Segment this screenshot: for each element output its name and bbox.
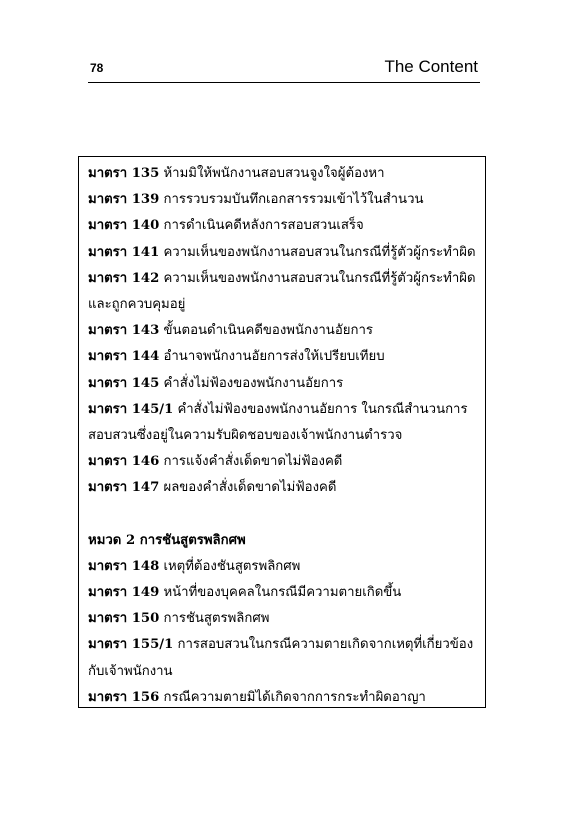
content-line (88, 371, 479, 397)
section-description: และถูกควบคุมอยู่ (88, 296, 186, 312)
content-line (88, 580, 479, 606)
section-label: มาตรา 155/1 (88, 637, 174, 653)
section-label: มาตรา 145/1 (88, 401, 174, 417)
section-description: การรวบรวมบันทึกเอกสารรวมเข้าไว้ในสำนวน (159, 192, 424, 208)
content-line (88, 659, 479, 685)
section-description: กับเจ้าพนักงาน (88, 663, 173, 679)
section-label: มาตรา 142 (88, 270, 160, 286)
section-description: การแจ้งคำสั่งเด็ดขาดไม่ฟ้องคดี (159, 454, 343, 470)
section-label: มาตรา 156 (88, 689, 160, 705)
section-label: มาตรา 147 (88, 480, 160, 496)
section-label: หมวด 2 การชันสูตรพลิกศพ (88, 532, 246, 548)
content-line (88, 213, 479, 239)
section-description: กรณีความตายมิได้เกิดจากการกระทำผิดอาญา (159, 689, 426, 705)
section-label: มาตรา 141 (88, 244, 160, 260)
section-description: เหตุที่ต้องชันสูตรพลิกศพ (159, 558, 301, 574)
content-line (88, 266, 479, 292)
section-description: คำสั่งไม่ฟ้องของพนักงานอัยการ ในกรณีสำนวนการ (173, 401, 468, 417)
content-line (88, 187, 479, 213)
content-line (88, 397, 479, 423)
page-number: 78 (90, 61, 104, 75)
content-line (88, 554, 479, 580)
content-line (88, 632, 479, 658)
content-line (88, 475, 479, 501)
section-label: มาตรา 139 (88, 192, 160, 208)
running-title: The Content (384, 57, 478, 76)
content-line (88, 528, 479, 554)
section-label: มาตรา 145 (88, 375, 160, 391)
section-label: มาตรา 143 (88, 323, 160, 339)
section-description: อำนาจพนักงานอัยการส่งให้เปรียบเทียบ (159, 349, 385, 365)
section-label: มาตรา 146 (88, 454, 160, 470)
section-label: มาตรา 144 (88, 349, 160, 365)
section-label: มาตรา 148 (88, 558, 160, 574)
content-box (78, 156, 486, 708)
content-line (88, 501, 479, 527)
section-label: มาตรา 149 (88, 585, 160, 600)
section-label: มาตรา 150 (88, 611, 160, 627)
content-line (88, 344, 479, 370)
content-line (88, 685, 479, 711)
section-description: ขั้นตอนดำเนินคดีของพนักงานอัยการ (159, 323, 373, 339)
section-description: สอบสวนซึ่งอยู่ในความรับผิดชอบของเจ้าพนักงานตำรวจ (88, 427, 403, 443)
content-line (88, 161, 479, 187)
content-line (88, 318, 479, 344)
section-description: ห้ามมิให้พนักงานสอบสวนจูงใจผู้ต้องหา (159, 166, 385, 181)
page-header (88, 56, 480, 83)
section-description: ความเห็นของพนักงานสอบสวนในกรณีที่รู้ตัวผู้กระทำผิด (159, 244, 476, 260)
content-line (88, 423, 479, 449)
content-line (88, 240, 479, 266)
section-description: ผลของคำสั่งเด็ดขาดไม่ฟ้องคดี (159, 480, 337, 496)
content-line (88, 606, 479, 632)
content-line (88, 292, 479, 318)
section-description: คำสั่งไม่ฟ้องของพนักงานอัยการ (159, 375, 344, 391)
content-line (88, 449, 479, 475)
section-description: ความเห็นของพนักงานสอบสวนในกรณีที่รู้ตัวผู้กระทำผิด (159, 270, 476, 286)
section-description: การดำเนินคดีหลังการสอบสวนเสร็จ (159, 218, 364, 234)
section-description: หน้าที่ของบุคคลในกรณีมีความตายเกิดขึ้น (159, 585, 402, 600)
section-label: มาตรา 140 (88, 218, 160, 234)
section-description: การชันสูตรพลิกศพ (159, 611, 270, 627)
section-description: การสอบสวนในกรณีความตายเกิดจากเหตุที่เกี่ยวข้อง (173, 637, 474, 653)
section-label: มาตรา 135 (88, 166, 160, 181)
